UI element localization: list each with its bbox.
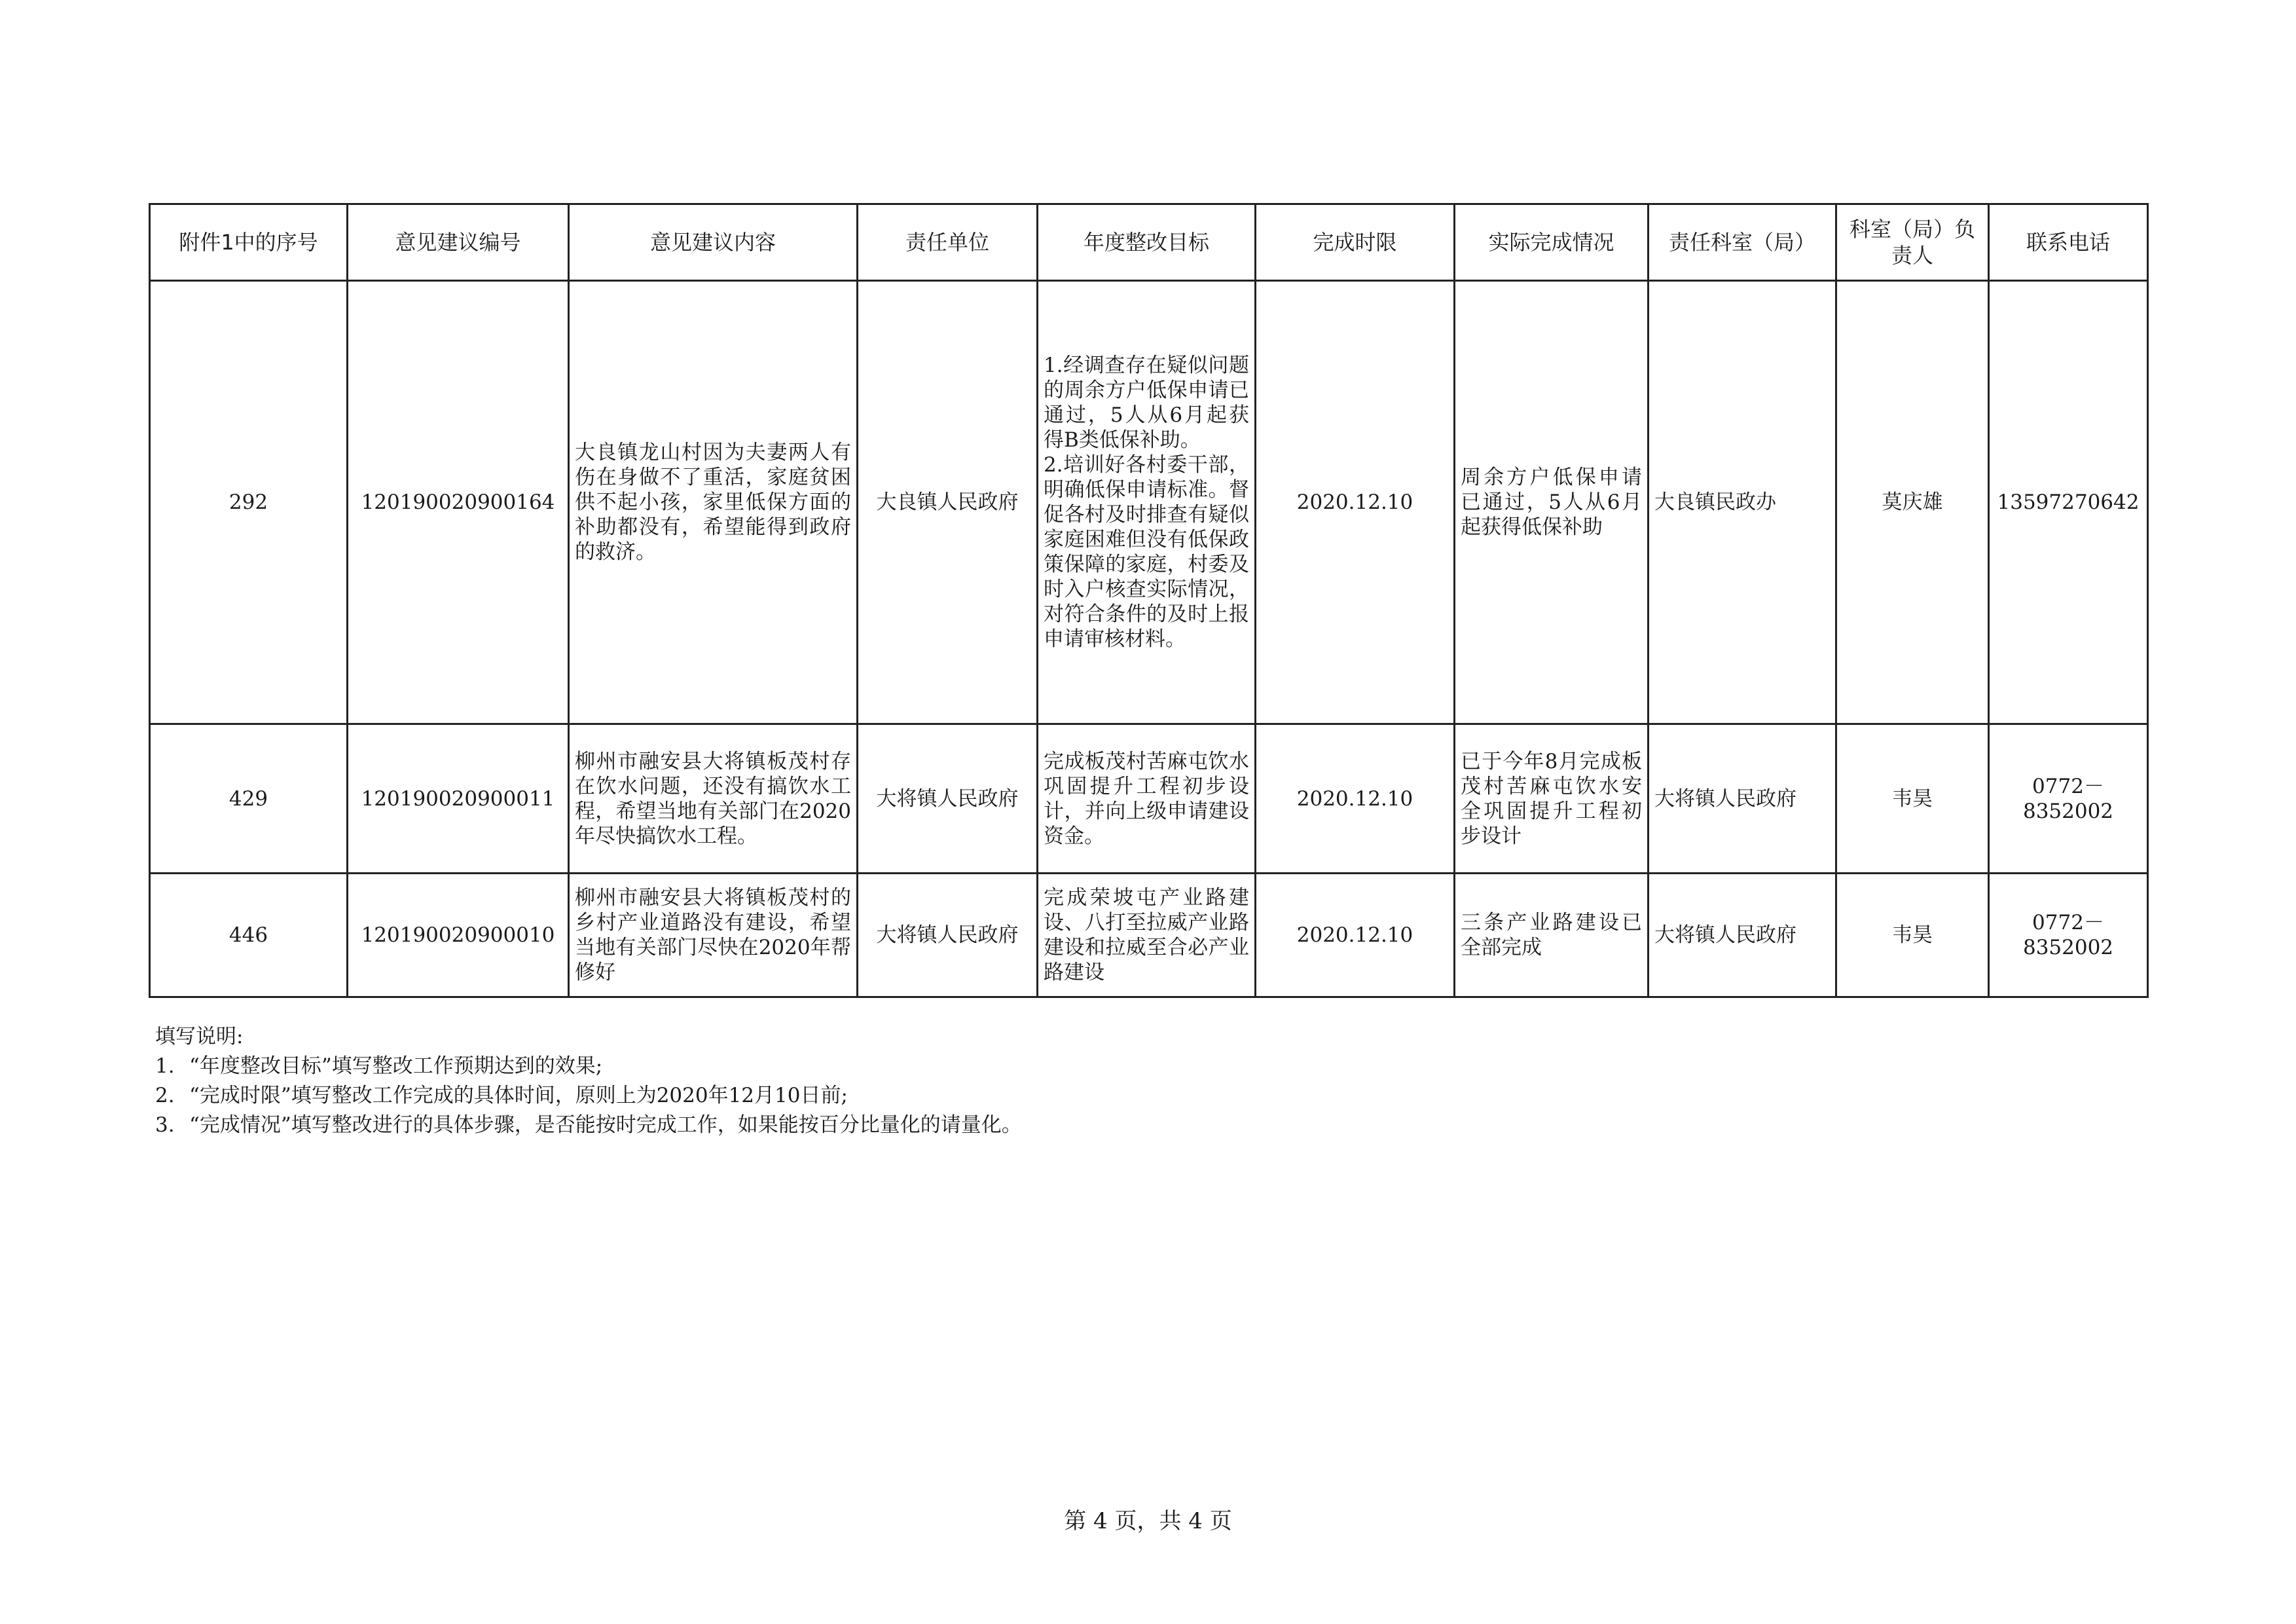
cell-seq: 292 [150,281,348,724]
cell-deadline: 2020.12.10 [1256,281,1455,724]
header-goal: 年度整改目标 [1038,204,1256,281]
header-unit: 责任单位 [858,204,1038,281]
cell-code: 120190020900011 [348,724,569,874]
header-code: 意见建议编号 [348,204,569,281]
cell-office: 大良镇民政办 [1649,281,1836,724]
notes-title: 填写说明: [155,1025,244,1048]
rectification-table [149,203,2149,998]
cell-actual: 已于今年8月完成板茂村苦麻屯饮水安全巩固提升工程初步设计 [1455,724,1649,874]
table-row [150,724,2148,874]
table-row [150,874,2148,997]
cell-deadline: 2020.12.10 [1256,874,1455,997]
cell-unit: 大将镇人民政府 [858,874,1038,997]
note-number: 3. [155,1113,175,1137]
cell-phone: 13597270642 [1989,281,2148,724]
cell-unit: 大良镇人民政府 [858,281,1038,724]
cell-leader: 韦昊 [1836,724,1989,874]
cell-seq: 429 [150,724,348,874]
cell-content: 柳州市融安县大将镇板茂村的乡村产业道路没有建设，希望当地有关部门尽快在2020年帮修好 [569,874,858,997]
header-leader: 科室（局）负责人 [1836,204,1989,281]
header-content: 意见建议内容 [569,204,858,281]
note-number: 2. [155,1084,175,1107]
note-item [155,1081,1022,1111]
cell-code: 120190020900164 [348,281,569,724]
table-header-row [150,204,2148,281]
cell-content: 大良镇龙山村因为夫妻两人有伤在身做不了重活，家庭贫困供不起小孩，家里低保方面的补助都没有，希望能得到政府的救济。 [569,281,858,724]
cell-unit: 大将镇人民政府 [858,724,1038,874]
cell-phone: 0772－8352002 [1989,874,2148,997]
cell-goal: 完成荣坡屯产业路建设、八打至拉威产业路建设和拉威至合必产业路建设 [1038,874,1256,997]
note-item [155,1111,1022,1140]
note-item [155,1052,1022,1081]
header-deadline: 完成时限 [1256,204,1455,281]
page-number: 第 4 页，共 4 页 [1064,1508,1232,1534]
cell-goal: 完成板茂村苦麻屯饮水巩固提升工程初步设计，并向上级申请建设资金。 [1038,724,1256,874]
header-office: 责任科室（局） [1649,204,1836,281]
filling-instructions [155,1022,1022,1140]
cell-deadline: 2020.12.10 [1256,724,1455,874]
cell-goal: 1.经调查存在疑似问题的周余方户低保申请已通过，5人从6月起获得B类低保补助。 2.培训好各村委干部，明确低保申请标准。督促各村及时排查有疑似家庭困难但没有低保政策保障的家庭，村委及时入户核查实际情况，对符合条件的及时上报申请审核材料。 [1038,281,1256,724]
cell-office: 大将镇人民政府 [1649,724,1836,874]
note-number: 1. [155,1054,175,1078]
cell-actual: 三条产业路建设已全部完成 [1455,874,1649,997]
cell-seq: 446 [150,874,348,997]
cell-content: 柳州市融安县大将镇板茂村存在饮水问题，还没有搞饮水工程，希望当地有关部门在2020年尽快搞饮水工程。 [569,724,858,874]
header-actual: 实际完成情况 [1455,204,1649,281]
table-row [150,281,2148,724]
cell-code: 120190020900010 [348,874,569,997]
cell-leader: 韦昊 [1836,874,1989,997]
cell-actual: 周余方户低保申请已通过，5人从6月起获得低保补助 [1455,281,1649,724]
header-seq: 附件1中的序号 [150,204,348,281]
cell-phone: 0772－8352002 [1989,724,2148,874]
header-phone: 联系电话 [1989,204,2148,281]
note-text: “完成情况”填写整改进行的具体步骤，是否能按时完成工作，如果能按百分比量化的请量化。 [189,1113,1022,1137]
cell-office: 大将镇人民政府 [1649,874,1836,997]
note-text: “年度整改目标”填写整改工作预期达到的效果; [189,1054,603,1078]
note-text: “完成时限”填写整改工作完成的具体时间，原则上为2020年12月10日前; [189,1084,848,1107]
cell-leader: 莫庆雄 [1836,281,1989,724]
